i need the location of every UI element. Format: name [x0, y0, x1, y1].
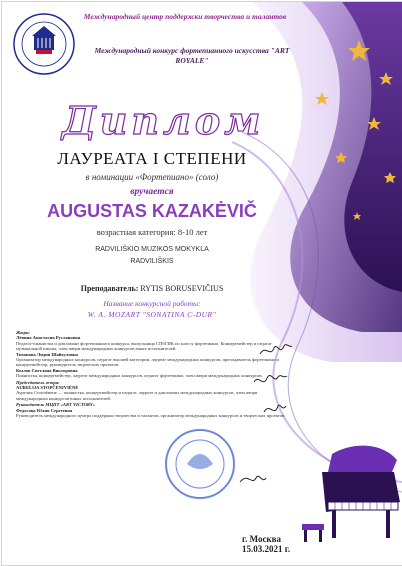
work-label: Название конкурсной работы: — [103, 299, 201, 308]
school-line-2: RADVILIŠKIS — [130, 258, 174, 265]
laureate-degree: ЛАУРЕАТА I СТЕПЕНИ — [57, 149, 247, 168]
jury-member-desc: Организатор международных конкурсов, педагог высшей категории, лауреат международных конкурсов, преподаватель фортепиано и концертмейстер, руководитель творческих проектов. — [16, 357, 279, 368]
school-name — [42, 244, 262, 268]
age-category: возрастная категория: 8-10 лет — [96, 227, 208, 237]
contest-name: Международный конкурс фортепианного искусства "ART ROYALE" — [94, 46, 290, 65]
director-desc: Руководитель международного центра поддержки творчества и талантов, организатор международных конкурсов и творческих проектов. — [16, 413, 286, 419]
jury-member-desc: Педагог-пианистка и дипломант фортепианного конкурса, выпускница СПбГИК по классу фортепиано. Концертмейстер и педагог музыкальной школы, член жюри международных конкурсов юных исполнителей. — [16, 340, 273, 352]
jury-section — [16, 329, 286, 419]
diploma-title: Диплом — [62, 98, 265, 143]
organization-name: Международный центр поддержки творчества и талантов — [83, 12, 287, 21]
piano-illustration — [302, 446, 400, 542]
director-label: Руководитель МЦПТ «ART VICTORY» — [16, 402, 96, 408]
jury-label: Жюри: — [16, 330, 30, 335]
jury-member-desc: Пианистка, концертмейстер, лауреат международных конкурсов, педагог фортепиано, член жюри международных конкурсов. — [16, 373, 263, 379]
jury-member-name: Козлов Светлана Викторовна — [16, 367, 78, 373]
jury-chair-name: AURELIJA STOPČĖNIVIĖNĖ — [16, 385, 79, 391]
jury-chair-label: Председатель жюри: — [16, 379, 60, 385]
stamp — [166, 430, 234, 498]
jury-member-name: Тихонова Лидия Шайхуловна — [16, 351, 78, 357]
city-date — [242, 534, 290, 554]
teacher-name: RYTIS BORUSEVIČIUS — [140, 284, 224, 293]
jury-chair-desc: Аурелия Стопчёнене — пианистка, концертмейстер и педагог, лауреат и дипломант международных конкурсов, член жюри международных конкурсов юных исполнителей. — [16, 390, 258, 401]
city: г. Москва — [242, 534, 281, 544]
director-name: Федосова Юлия Сергеевна — [16, 407, 73, 413]
work-title: W. A. MOZART "SONATINA C-DUR" — [87, 310, 217, 319]
issue-date: 15.03.2021 г. — [242, 544, 291, 554]
art-victory-logo — [12, 12, 76, 76]
awarded-to-label: вручается — [130, 187, 174, 197]
teacher-label: Преподаватель: — [80, 284, 139, 293]
recipient-name: AUGUSTAS KAZAKĖVIČ — [47, 201, 257, 221]
signature-4 — [240, 476, 266, 482]
jury-member-name: Лёвина Анастасия Руслановна — [16, 335, 81, 341]
diploma-page — [1, 1, 402, 566]
school-line-1: RADVILIŠKIO MUZIKOS MOKYKLA — [95, 246, 209, 253]
teacher — [32, 284, 272, 293]
nomination: в номинации «Фортепиано» (соло) — [85, 172, 219, 182]
